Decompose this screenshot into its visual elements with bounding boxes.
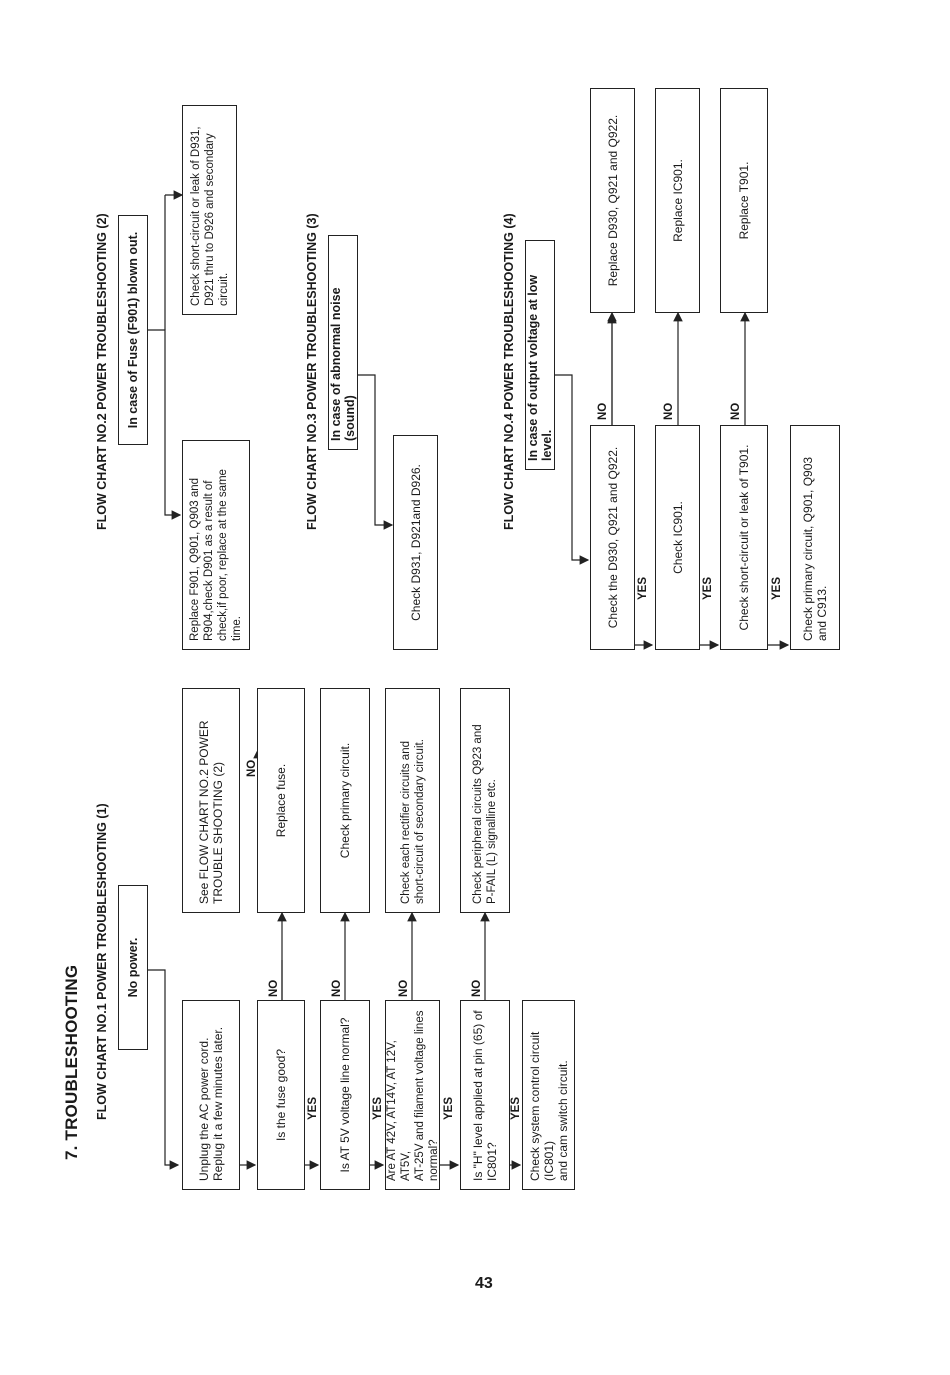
- fc4-start-box: In case of output voltage at low level.: [525, 240, 555, 470]
- fc1-title: FLOW CHART NO.1 POWER TROUBLESHOOTING (1): [95, 803, 109, 1120]
- fc4-step-4: Check primary circuit, Q901, Q903 and C913.: [790, 425, 840, 650]
- fc4-step-3: Check short-circuit or leak of T901.: [720, 425, 768, 650]
- fc1-no-label: NO: [246, 759, 258, 777]
- fc3-title: FLOW CHART NO.3 POWER TROUBLESHOOTING (3): [305, 213, 319, 530]
- section-title: 7. TROUBLESHOOTING: [62, 964, 81, 1160]
- fc1-result-5: Check peripheral circuits Q923 and P-FAIL (L) signalline etc.: [460, 688, 510, 913]
- fc1-result-3: Check primary circuit.: [320, 688, 370, 913]
- fc4-yes-label: YES: [637, 576, 649, 600]
- fc4-result-2: Replace IC901.: [655, 88, 700, 313]
- fc4-yes-label: YES: [771, 576, 783, 600]
- fc1-yes-label: YES: [372, 1096, 384, 1120]
- fc4-no-label: NO: [663, 402, 675, 420]
- fc1-no-label: NO: [398, 979, 410, 997]
- fc4-title: FLOW CHART NO.4 POWER TROUBLESHOOTING (4): [502, 213, 516, 530]
- fc4-step-2: Check IC901.: [655, 425, 700, 650]
- fc1-result-4: Check each rectifier circuits and short-circuit of secondary circuit.: [385, 688, 440, 913]
- fc1-result-1: See FLOW CHART NO.2 POWER TROUBLE SHOOTING (2): [182, 688, 240, 913]
- fc4-yes-label: YES: [702, 576, 714, 600]
- fc1-result-2: Replace fuse.: [257, 688, 305, 913]
- fc4-no-label: NO: [597, 402, 609, 420]
- fc1-step-6: Check system control circuit (IC801) and cam switch circuit.: [522, 1000, 575, 1190]
- fc1-no-label: NO: [268, 979, 280, 997]
- fc1-step-3: Is AT 5V voltage line normal?: [320, 1000, 370, 1190]
- fc1-start-box: No power.: [118, 885, 148, 1050]
- fc1-no-label: NO: [471, 979, 483, 997]
- fc2-box-b: Check short-circuit or leak of D931, D921 thru to D926 and secondary circuit.: [182, 105, 237, 315]
- fc2-start-box: In case of Fuse (F901) blown out.: [118, 215, 148, 445]
- fc2-box-a: Replace F901, Q901, Q903 and R904,check D901 as a result of check,if poor, replace at the same time.: [182, 440, 250, 650]
- fc1-step-4: Are AT 42V, AT14V, AT 12V, AT5V, AT-25V and filament voltage lines normal?: [385, 1000, 440, 1190]
- fc1-yes-label: YES: [307, 1096, 319, 1120]
- fc4-step-1: Check the D930, Q921 and Q922.: [590, 425, 635, 650]
- fc3-box: Check D931, D921and D926.: [393, 435, 438, 650]
- fc1-yes-label: YES: [443, 1096, 455, 1120]
- fc1-step-5: Is "H" level applied at pin (65) of IC801?: [460, 1000, 510, 1190]
- page-number: 43: [475, 1275, 493, 1292]
- fc1-step-2: Is the fuse good?: [257, 1000, 305, 1190]
- fc1-no-label: NO: [331, 979, 343, 997]
- fc3-start-box: In case of abnormal noise (sound): [328, 235, 358, 450]
- fc1-step-1: Unplug the AC power cord. Replug it a few minutes later.: [182, 1000, 240, 1190]
- fc2-title: FLOW CHART NO.2 POWER TROUBLESHOOTING (2): [95, 213, 109, 530]
- fc1-yes-label: YES: [510, 1096, 522, 1120]
- fc4-result-3: Replace T901.: [720, 88, 768, 313]
- fc4-result-1: Replace D930, Q921 and Q922.: [590, 88, 635, 313]
- fc4-no-label: NO: [730, 402, 742, 420]
